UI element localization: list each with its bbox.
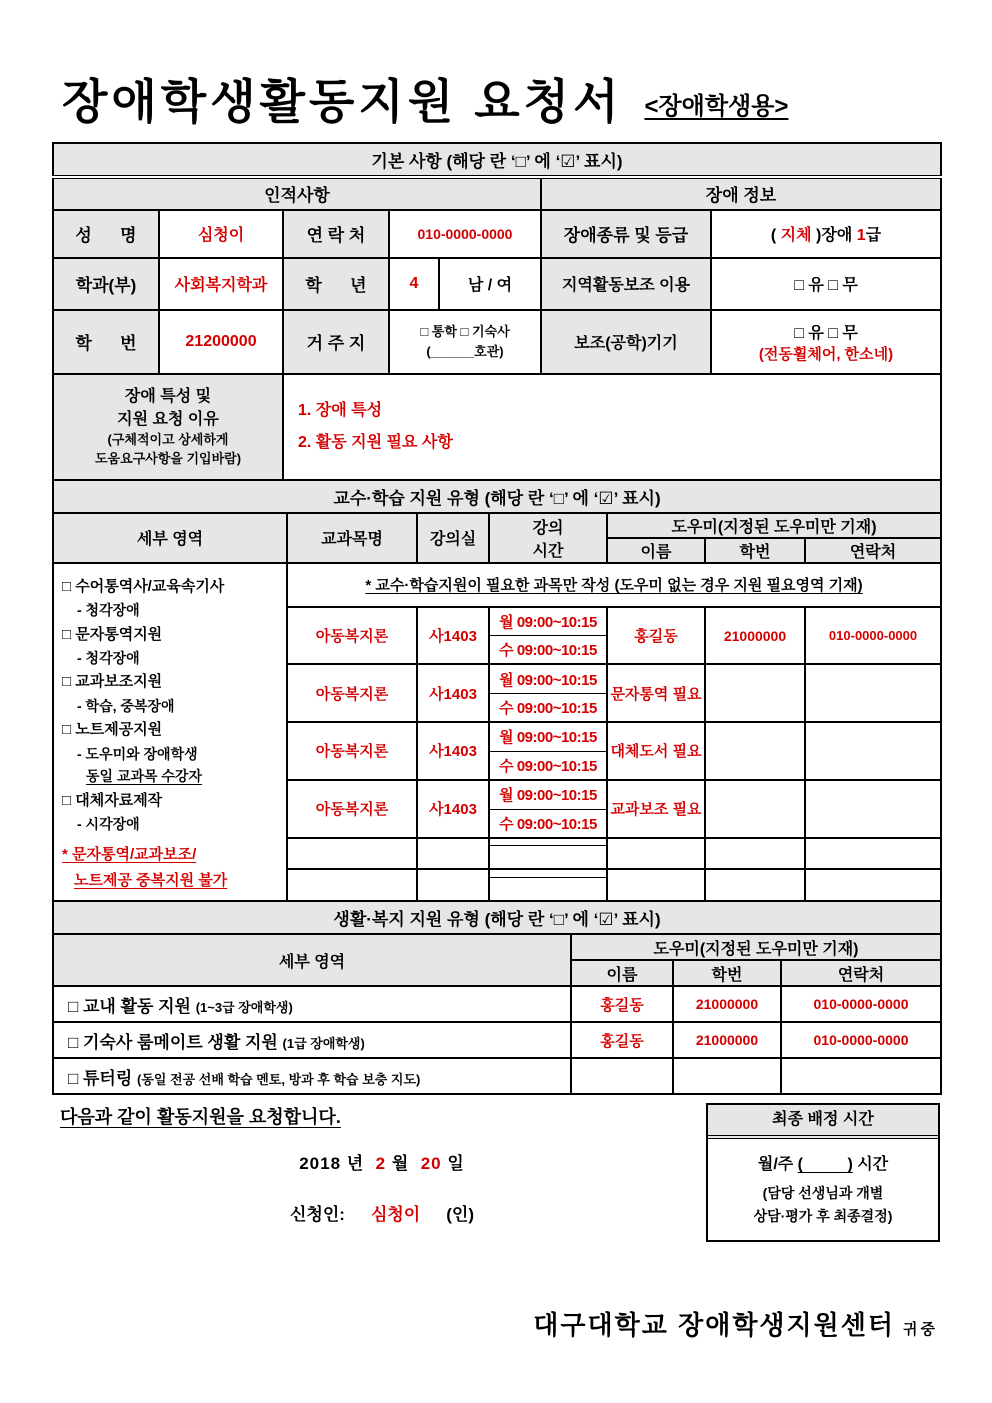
col-header-area: 세부 영역 (53, 513, 287, 563)
welfare-option-dorm-roommate[interactable] (53, 1022, 571, 1058)
room-cell[interactable]: 사1403 (417, 664, 489, 722)
department-field[interactable]: 사회복지학과 (159, 258, 283, 310)
welfare-helper-contact-cell[interactable] (781, 1058, 941, 1094)
helper-contact-cell[interactable] (805, 869, 941, 901)
col-header-time (489, 513, 607, 563)
time-cell-1[interactable]: 월 09:00~10:15 (489, 664, 607, 693)
characteristics-label-l2: 지원 요청 이유 (117, 410, 219, 428)
helper-contact-cell[interactable] (805, 780, 941, 838)
device-detail: (전동휠체어, 한소네) (758, 345, 894, 363)
time-cell-2[interactable]: 수 09:00~10:15 (489, 636, 607, 665)
final-time-note (714, 1182, 932, 1228)
year-label: 학 년 (283, 258, 389, 310)
applicant-name: 심청이 (370, 1205, 421, 1225)
area-option-sign-language-sub: - 청각장애 (77, 602, 140, 619)
disability-type-p2: )장애 (811, 227, 857, 245)
time-cell-2[interactable]: 수 09:00~10:15 (489, 751, 607, 780)
col-header-helper: 도우미(지정된 도우미만 기재) (607, 513, 941, 538)
welfare-helper-id-cell[interactable]: 21000000 (673, 986, 781, 1022)
area-duplication-warning (62, 842, 280, 895)
gender-checkbox-cell[interactable]: 남 / 여 (439, 258, 541, 310)
welfare-option-label: □ 기숙사 룸메이트 생활 지원 (68, 1032, 283, 1052)
helper-name-cell[interactable]: 대체도서 필요 (607, 722, 705, 780)
contact-field[interactable]: 010-0000-0000 (389, 210, 541, 258)
helper-contact-cell[interactable] (805, 722, 941, 780)
basic-info-table (52, 142, 942, 481)
disability-group-header: 장애 정보 (541, 177, 941, 210)
helper-id-cell[interactable] (705, 722, 805, 780)
welfare-helper-contact-cell[interactable]: 010-0000-0000 (781, 1022, 941, 1058)
device-options: □ 유 □ 무 (794, 324, 858, 342)
academic-table-note-text: * 교수·학습지원이 필요한 과목만 작성 (도우미 없는 경우 지원 필요영역 기재) (365, 577, 863, 595)
welfare-section-header: 생활·복지 지원 유형 (해당 란 ‘□’ 에 ‘☑’ 표시) (53, 901, 941, 934)
title-row (62, 76, 940, 128)
date-day: 20 (420, 1154, 442, 1174)
welfare-option-campus-activity[interactable] (53, 986, 571, 1022)
audience-tag: <장애학생용> (644, 92, 789, 120)
area-option-alt-materials[interactable]: □ 대체자료제작 (62, 791, 163, 809)
disability-type-p1: ( (770, 227, 781, 245)
date-day-unit: 일 (441, 1154, 465, 1174)
date-month-unit: 월 (386, 1154, 421, 1174)
helper-name-cell[interactable]: 교과보조 필요 (607, 780, 705, 838)
helper-name-cell[interactable] (607, 869, 705, 901)
recipient-line (52, 1305, 940, 1342)
page-title: 장애학생활동지원 요청서 (62, 75, 623, 128)
area-option-note-taking[interactable]: □ 노트제공지원 (62, 721, 163, 739)
welfare-helper-id-cell[interactable] (673, 1058, 781, 1094)
room-cell[interactable]: 사1403 (417, 722, 489, 780)
footer-section (52, 1103, 940, 1253)
welfare-option-note: (1~3급 장애학생) (195, 999, 293, 1015)
academic-table-note (287, 563, 941, 607)
disability-type-value: 지체 (780, 227, 812, 245)
disability-type-label: 장애종류 및 등급 (541, 210, 711, 258)
disability-type-field[interactable] (711, 210, 941, 258)
time-cell-1[interactable] (489, 869, 607, 877)
time-cell-1[interactable]: 월 09:00~10:15 (489, 722, 607, 751)
device-label: 보조(공학)기기 (541, 310, 711, 374)
recipient-name: 대구대학교 장애학생지원센터 (533, 1310, 896, 1341)
applicant-label: 신청인: (290, 1205, 345, 1225)
helper-contact-cell[interactable] (805, 838, 941, 870)
area-option-text-interpret[interactable]: □ 문자통역지원 (62, 625, 163, 643)
welfare-option-tutoring[interactable] (53, 1058, 571, 1094)
final-time-line (714, 1151, 932, 1174)
helper-name-cell[interactable]: 문자통역 필요 (607, 664, 705, 722)
area-option-sign-language[interactable]: □ 수어통역사/교육속기사 (62, 577, 225, 595)
col-header-subject: 교과목명 (287, 513, 417, 563)
welfare-option-label: □ 튜터링 (68, 1068, 137, 1088)
residence-checkbox-cell[interactable] (389, 310, 541, 374)
seal-mark: (인) (446, 1205, 474, 1225)
time-cell-2[interactable] (489, 878, 607, 902)
subject-cell[interactable]: 아동복지론 (287, 722, 417, 780)
year-field[interactable]: 4 (389, 258, 439, 310)
final-time-blank-field[interactable]: ( ) (797, 1156, 853, 1174)
area-option-alt-materials-sub: - 시각장애 (77, 816, 140, 833)
student-id-field[interactable]: 21200000 (159, 310, 283, 374)
contact-label: 연 락 처 (283, 210, 389, 258)
recipient-suffix: 귀중 (903, 1321, 938, 1339)
helper-name-cell[interactable]: 홍길동 (607, 607, 705, 665)
room-cell[interactable]: 사1403 (417, 780, 489, 838)
col-header-time-l1: 강의 (532, 519, 564, 537)
welfare-helper-contact-cell[interactable]: 010-0000-0000 (781, 986, 941, 1022)
student-id-label: 학 번 (53, 310, 159, 374)
basic-section-header: 기본 사항 (해당 란 ‘□’ 에 ‘☑’ 표시) (53, 143, 941, 177)
welfare-helper-name-cell[interactable]: 홍길동 (571, 1022, 673, 1058)
characteristics-label-l4: 도움요구사항을 기입바람) (94, 450, 242, 466)
welfare-helper-id-cell[interactable]: 21000000 (673, 1022, 781, 1058)
helper-id-cell[interactable] (705, 869, 805, 901)
residence-options: □ 통학 □ 기숙사 (420, 324, 510, 340)
helper-id-cell[interactable] (705, 664, 805, 722)
col-header-helper-contact: 연락처 (805, 538, 941, 563)
date-month: 2 (375, 1154, 387, 1174)
applicant-line (52, 1200, 712, 1225)
subject-cell[interactable] (287, 869, 417, 901)
welfare-col-header-name: 이름 (571, 960, 673, 986)
personal-group-header: 인적사항 (53, 177, 541, 210)
area-warning-l2: 노트제공 중복지원 불가 (74, 871, 228, 889)
area-option-note-taking-sub2: 동일 교과목 수강자 (86, 768, 202, 785)
helper-id-cell[interactable] (705, 780, 805, 838)
request-statement: 다음과 같이 활동지원을 요청합니다. (60, 1107, 341, 1128)
academic-section-header: 교수·학습 지원 유형 (해당 란 ‘□’ 에 ‘☑’ 표시) (53, 480, 941, 513)
time-cell-1[interactable]: 월 09:00~10:15 (489, 780, 607, 809)
helper-name-cell[interactable] (607, 838, 705, 870)
area-option-text-interpret-sub: - 청각장애 (77, 650, 140, 667)
disability-type-p3: 급 (865, 227, 882, 245)
welfare-support-table (52, 900, 942, 1095)
device-checkbox-cell[interactable] (711, 310, 941, 374)
col-header-time-l2: 시간 (532, 542, 564, 560)
final-time-label: 월/주 (757, 1156, 798, 1174)
characteristics-value-l1: 1. 장애 특성 (298, 401, 383, 419)
final-time-note-l1: (담당 선생님과 개별 (762, 1185, 884, 1202)
characteristics-label-l1: 장애 특성 및 (124, 387, 212, 405)
time-cell-2[interactable]: 수 09:00~10:15 (489, 694, 607, 723)
welfare-helper-name-cell[interactable]: 홍길동 (571, 986, 673, 1022)
welfare-col-header-contact: 연락처 (781, 960, 941, 986)
subject-cell[interactable]: 아동복지론 (287, 607, 417, 665)
time-cell-2[interactable]: 수 09:00~10:15 (489, 809, 607, 838)
characteristics-value-l2: 2. 활동 지원 필요 사항 (298, 433, 453, 451)
col-header-room: 강의실 (417, 513, 489, 563)
helper-id-cell[interactable]: 21000000 (705, 607, 805, 665)
final-time-unit: 시간 (852, 1156, 889, 1174)
welfare-option-note: (1급 장애학생) (282, 1035, 365, 1051)
final-time-header: 최종 배정 시간 (708, 1105, 938, 1139)
name-label: 성 명 (53, 210, 159, 258)
date-line (52, 1149, 712, 1174)
helper-contact-cell[interactable] (805, 664, 941, 722)
time-cell-2[interactable] (489, 846, 607, 870)
residence-label: 거 주 지 (283, 310, 389, 374)
name-field[interactable]: 심청이 (159, 210, 283, 258)
characteristics-label (53, 374, 283, 480)
helper-id-cell[interactable] (705, 838, 805, 870)
area-option-note-taking-sub: - 도우미와 장애학생 (77, 745, 198, 762)
area-option-course-assist-sub: - 학습, 중복장애 (77, 697, 175, 714)
welfare-col-header-helper: 도우미(지정된 도우미만 기재) (571, 934, 941, 960)
time-cell-1[interactable] (489, 838, 607, 846)
area-warning-l1: * 문자통역/교과보조/ (62, 845, 197, 863)
room-cell[interactable] (417, 838, 489, 870)
regional-assist-checkbox-cell[interactable]: □ 유 □ 무 (711, 258, 941, 310)
characteristics-field[interactable] (283, 374, 941, 480)
room-cell[interactable]: 사1403 (417, 607, 489, 665)
subject-cell[interactable] (287, 838, 417, 870)
final-time-box (706, 1103, 940, 1242)
subject-cell[interactable]: 아동복지론 (287, 664, 417, 722)
area-checkbox-list (53, 563, 287, 901)
characteristics-label-l3: (구체적이고 상세하게 (107, 432, 229, 448)
helper-contact-cell[interactable]: 010-0000-0000 (805, 607, 941, 665)
welfare-option-note: (동일 전공 선배 학습 멘토, 방과 후 학습 보충 지도) (136, 1071, 421, 1087)
room-cell[interactable] (417, 869, 489, 901)
final-time-note-l2: 상담·평가 후 최종결정) (753, 1208, 893, 1225)
disability-grade-value: 1 (856, 227, 866, 245)
final-time-body (708, 1139, 938, 1240)
welfare-helper-name-cell[interactable] (571, 1058, 673, 1094)
welfare-option-label: □ 교내 활동 지원 (68, 996, 196, 1016)
residence-blank: (______호관) (426, 343, 504, 359)
welfare-col-header-id: 학번 (673, 960, 781, 986)
academic-support-table (52, 479, 942, 902)
col-header-helper-name: 이름 (607, 538, 705, 563)
subject-cell[interactable]: 아동복지론 (287, 780, 417, 838)
regional-assist-label: 지역활동보조 이용 (541, 258, 711, 310)
date-year: 2018 (299, 1154, 342, 1174)
welfare-col-header-area: 세부 영역 (53, 934, 571, 986)
department-label: 학과(부) (53, 258, 159, 310)
col-header-helper-id: 학번 (705, 538, 805, 563)
area-option-course-assist[interactable]: □ 교과보조지원 (62, 673, 163, 691)
date-year-unit: 년 (341, 1154, 376, 1174)
time-cell-1[interactable]: 월 09:00~10:15 (489, 607, 607, 636)
